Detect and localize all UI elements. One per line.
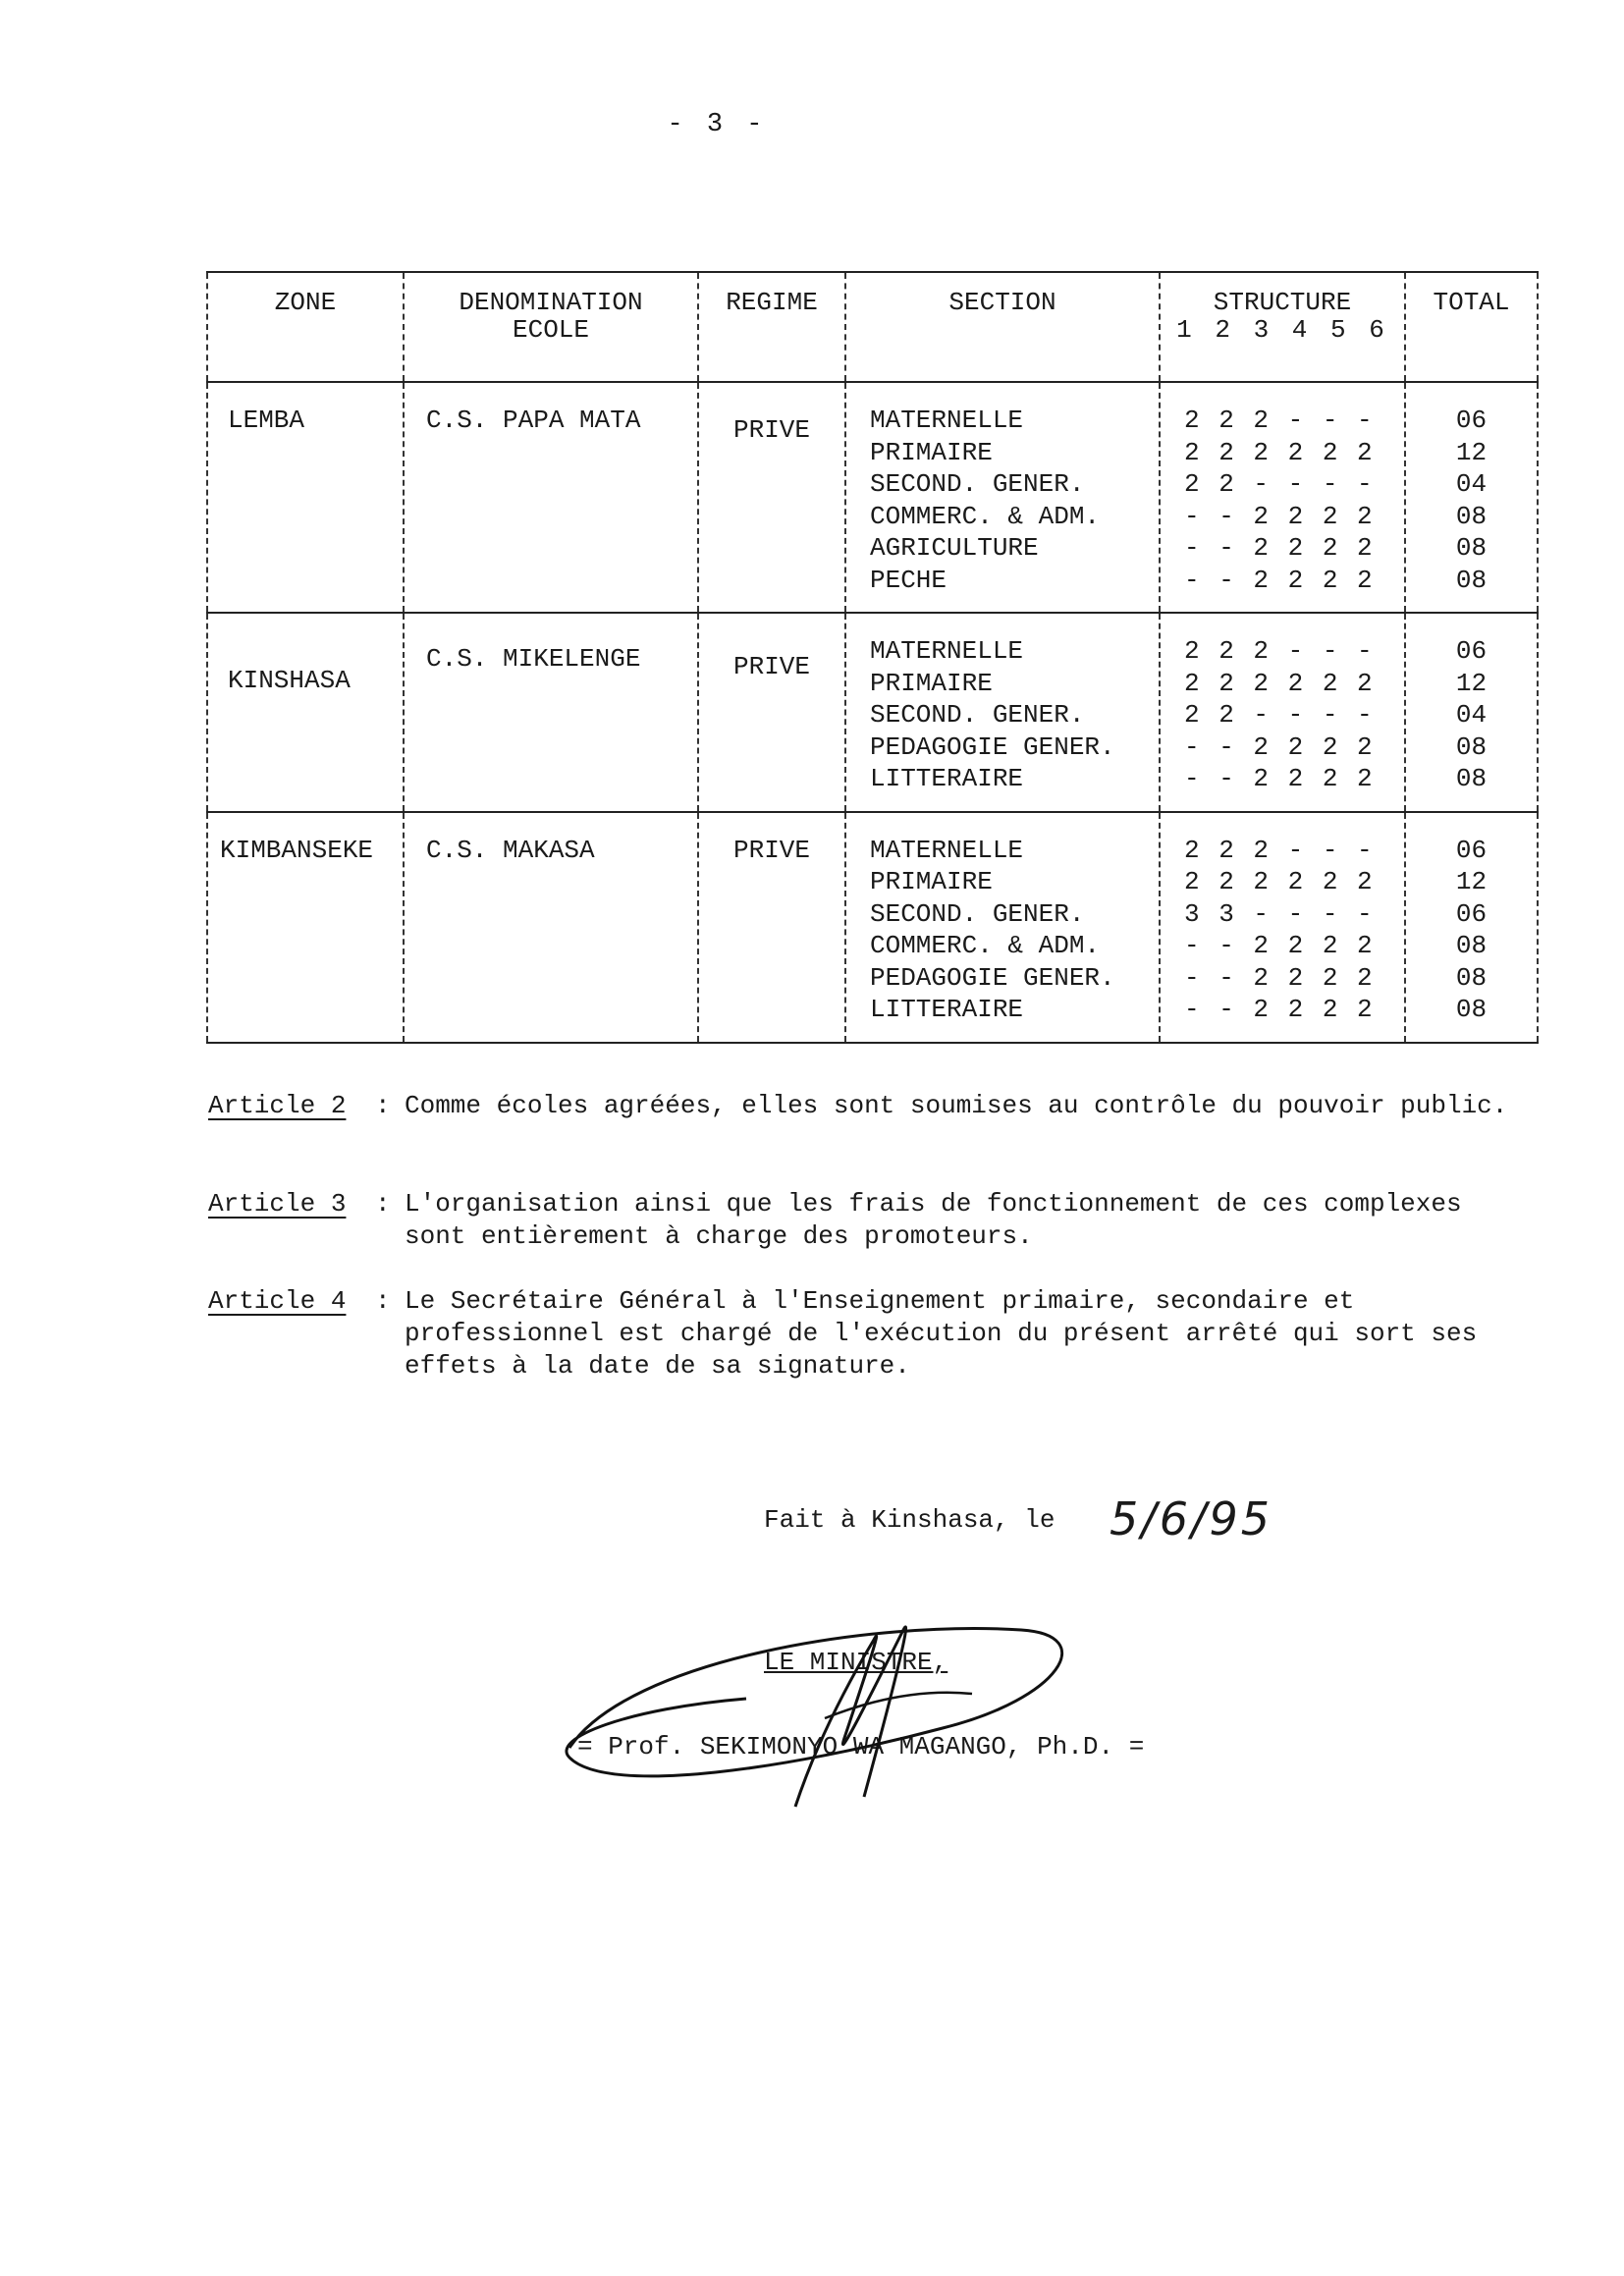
zone-cell <box>207 613 404 812</box>
zone-name: KIMBANSEKE <box>220 835 374 865</box>
section-cell <box>845 812 1160 1043</box>
total-item: 12 <box>1455 867 1488 896</box>
structure-item: - - 2 2 2 2 <box>1184 995 1375 1024</box>
total-item: 08 <box>1455 995 1488 1024</box>
total-item: 06 <box>1455 898 1488 929</box>
article-label: Article 4 <box>208 1286 347 1316</box>
structure-item: 2 2 - - - - <box>1184 469 1375 499</box>
school-cell <box>404 812 698 1043</box>
zone-name: KINSHASA <box>228 666 351 695</box>
schools-table-wrapper <box>206 271 1537 1044</box>
table-header-row <box>207 272 1538 382</box>
structure-item: 2 2 2 - - - <box>1184 406 1375 435</box>
article-text: Le Secrétaire Général à l'Enseignement primaire, secondaire et professionnel est chargé de l'exécution du présent arrêté qui sort ses effets à la date de sa signature. <box>405 1286 1478 1381</box>
structure-item: 2 2 2 2 2 2 <box>1184 437 1375 467</box>
structure-item: 2 2 2 2 2 2 <box>1184 668 1375 698</box>
structure-item: 2 2 2 2 2 2 <box>1184 867 1375 896</box>
header-total: TOTAL <box>1405 272 1538 382</box>
table-row <box>207 613 1538 812</box>
schools-table <box>206 271 1539 1044</box>
total-item: 08 <box>1455 533 1488 563</box>
header-zone: ZONE <box>207 272 404 382</box>
regime-value: PRIVE <box>732 652 810 681</box>
structure-item: - - 2 2 2 2 <box>1184 533 1375 563</box>
header-regime: REGIME <box>698 272 845 382</box>
header-structure <box>1160 272 1405 382</box>
school-cell <box>404 613 698 812</box>
total-item: 08 <box>1455 732 1488 762</box>
section-item: PRIMAIRE <box>870 668 993 698</box>
header-structure-line1: STRUCTURE <box>1213 288 1352 317</box>
total-cell <box>1405 812 1538 1043</box>
header-denomination <box>404 272 698 382</box>
total-item: 04 <box>1455 700 1488 730</box>
table-row <box>207 382 1538 613</box>
zone-cell <box>207 812 404 1043</box>
section-item: PRIMAIRE <box>870 867 993 896</box>
total-item: 08 <box>1455 565 1488 595</box>
header-denomination-line2: ECOLE <box>512 315 589 345</box>
regime-cell <box>698 812 845 1043</box>
total-item: 08 <box>1455 962 1488 993</box>
article-colon: : <box>375 1091 391 1120</box>
section-item: MATERNELLE <box>870 406 1024 435</box>
section-item: PEDAGOGIE GENER. <box>870 962 1115 993</box>
total-item: 08 <box>1455 931 1488 960</box>
section-item: SECOND. GENER. <box>870 700 1085 730</box>
structure-cell <box>1160 812 1405 1043</box>
structure-item: - - 2 2 2 2 <box>1184 565 1375 595</box>
structure-item: - - 2 2 2 2 <box>1184 764 1375 793</box>
section-item: PRIMAIRE <box>870 437 993 467</box>
total-item: 06 <box>1455 835 1488 865</box>
article-label: Article 3 <box>208 1189 347 1219</box>
structure-item: - - 2 2 2 2 <box>1184 931 1375 960</box>
article-text: L'organisation ainsi que les frais de fonctionnement de ces complexes sont entièrement à charge des promoteurs. <box>405 1189 1462 1251</box>
signatory-title: LE MINISTRE, <box>764 1648 948 1677</box>
page-number: - 3 - <box>667 110 767 139</box>
structure-cell <box>1160 382 1405 613</box>
total-item: 12 <box>1455 437 1488 467</box>
header-section: SECTION <box>845 272 1160 382</box>
school-cell <box>404 382 698 613</box>
regime-cell <box>698 613 845 812</box>
section-item: PEDAGOGIE GENER. <box>870 732 1115 762</box>
zone-name: LEMBA <box>228 406 305 435</box>
total-item: 08 <box>1455 501 1488 531</box>
section-cell <box>845 613 1160 812</box>
total-cell <box>1405 613 1538 812</box>
section-item: COMMERC. & ADM. <box>870 931 1101 960</box>
regime-value: PRIVE <box>732 835 810 865</box>
article-colon: : <box>375 1286 391 1316</box>
total-item: 08 <box>1455 764 1488 793</box>
signatory-name: = Prof. SEKIMONYO WA MAGANGO, Ph.D. = <box>577 1732 1145 1761</box>
zone-cell <box>207 382 404 613</box>
article-text: Comme écoles agréées, elles sont soumises au contrôle du pouvoir public. <box>405 1091 1508 1120</box>
section-item: SECOND. GENER. <box>870 469 1085 499</box>
header-structure-line2: 1 2 3 4 5 6 <box>1176 315 1388 345</box>
structure-item: - - 2 2 2 2 <box>1184 501 1375 531</box>
regime-cell <box>698 382 845 613</box>
section-item: MATERNELLE <box>870 636 1024 666</box>
handwritten-date: 5/6/95 <box>1110 1492 1273 1545</box>
section-item: LITTERAIRE <box>870 995 1024 1024</box>
section-item: COMMERC. & ADM. <box>870 501 1101 531</box>
total-cell <box>1405 382 1538 613</box>
header-denomination-line1: DENOMINATION <box>459 288 643 317</box>
signature-scribble-icon <box>550 1600 1139 1826</box>
total-item: 12 <box>1455 668 1488 698</box>
section-item: AGRICULTURE <box>870 533 1039 563</box>
section-item: PECHE <box>870 565 947 595</box>
table-row <box>207 812 1538 1043</box>
structure-cell <box>1160 613 1405 812</box>
section-cell <box>845 382 1160 613</box>
structure-item: 2 2 - - - - <box>1184 700 1375 730</box>
structure-item: - - 2 2 2 2 <box>1184 962 1375 993</box>
school-name: C.S. MIKELENGE <box>426 644 641 674</box>
structure-item: 2 2 2 - - - <box>1184 835 1375 865</box>
total-item: 06 <box>1455 406 1488 435</box>
structure-item: 2 2 2 - - - <box>1184 636 1375 666</box>
total-item: 04 <box>1455 469 1488 499</box>
article-colon: : <box>375 1189 391 1219</box>
section-item: SECOND. GENER. <box>870 898 1085 929</box>
structure-item: - - 2 2 2 2 <box>1184 732 1375 762</box>
school-name: C.S. MAKASA <box>426 835 595 865</box>
section-item: LITTERAIRE <box>870 764 1024 793</box>
total-item: 06 <box>1455 636 1488 666</box>
regime-value: PRIVE <box>732 415 810 445</box>
article-label: Article 2 <box>208 1091 347 1120</box>
place-and-date-label: Fait à Kinshasa, le <box>764 1505 1056 1535</box>
section-item: MATERNELLE <box>870 835 1024 865</box>
school-name: C.S. PAPA MATA <box>426 406 641 435</box>
structure-item: 3 3 - - - - <box>1184 898 1375 929</box>
